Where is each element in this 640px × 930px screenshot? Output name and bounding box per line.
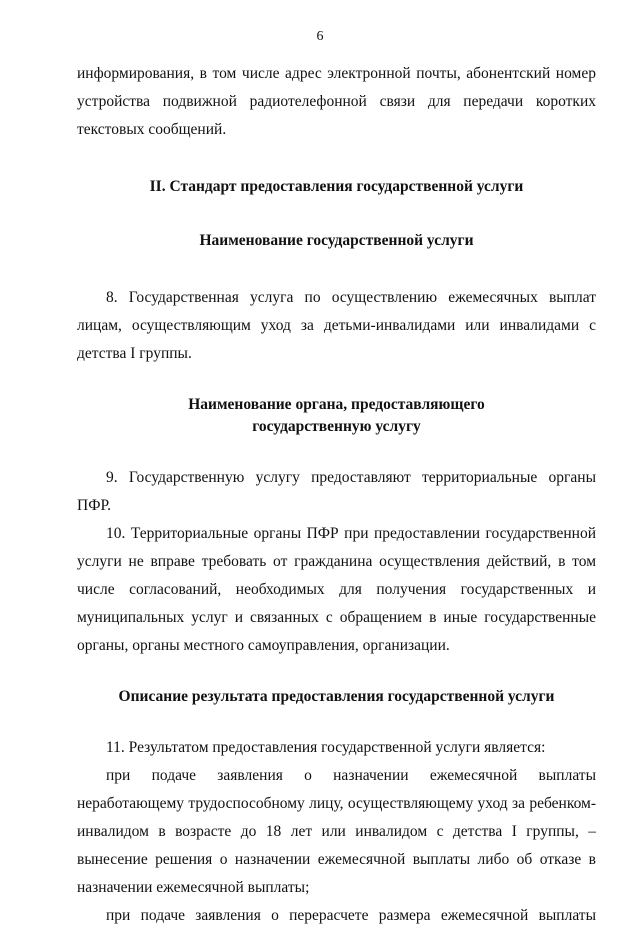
paragraph-11: 11. Результатом предоставления государственной услуги является: (106, 739, 546, 756)
paragraph-9: 9. Государственную услугу предоставляют территориальные органы ПФР. (77, 469, 596, 514)
document-body (77, 60, 596, 930)
subheading-provider-line1: Наименование органа, предоставляющего (188, 396, 485, 413)
paragraph-contact-info: информирования, в том числе адрес электронной почты, абонентский номер устройства подвижной радиотелефонной связи для передачи коротких текстовых сообщений. (77, 65, 596, 138)
subheading-result: Описание результата предоставления государственной услуги (118, 688, 555, 705)
paragraph-11b: при подаче заявления о перерасчете размера ежемесячной выплаты (106, 907, 596, 924)
page-number: 6 (316, 29, 324, 44)
subheading-service-name: Наименование государственной услуги (199, 232, 474, 249)
paragraph-8: 8. Государственная услуга по осуществлению ежемесячных выплат лицам, осуществляющим уход за детьми-инвалидами или инвалидами с детства I группы. (77, 289, 596, 362)
paragraph-11a: при подаче заявления о назначении ежемесячной выплаты неработающему трудоспособному лицу, осуществляющему уход за ребенком-инвалидом в возрасте до 18 лет или инвалидом с детства I группы, – вынесение решения о назначении ежемесячной выплаты либо об отказе в назначении ежемесячной выплаты; (77, 767, 596, 896)
section-heading: II. Стандарт предоставления государственной услуги (149, 178, 524, 195)
subheading-provider-line2: государственную услугу (252, 418, 421, 435)
paragraph-10: 10. Территориальные органы ПФР при предоставлении государственной услуги не вправе требовать от гражданина осуществления действий, в том числе согласований, необходимых для получения государственных и муниципальных услуг и связанных с обращением в иные государственные органы, органы местного самоуправления, организации. (77, 525, 596, 654)
